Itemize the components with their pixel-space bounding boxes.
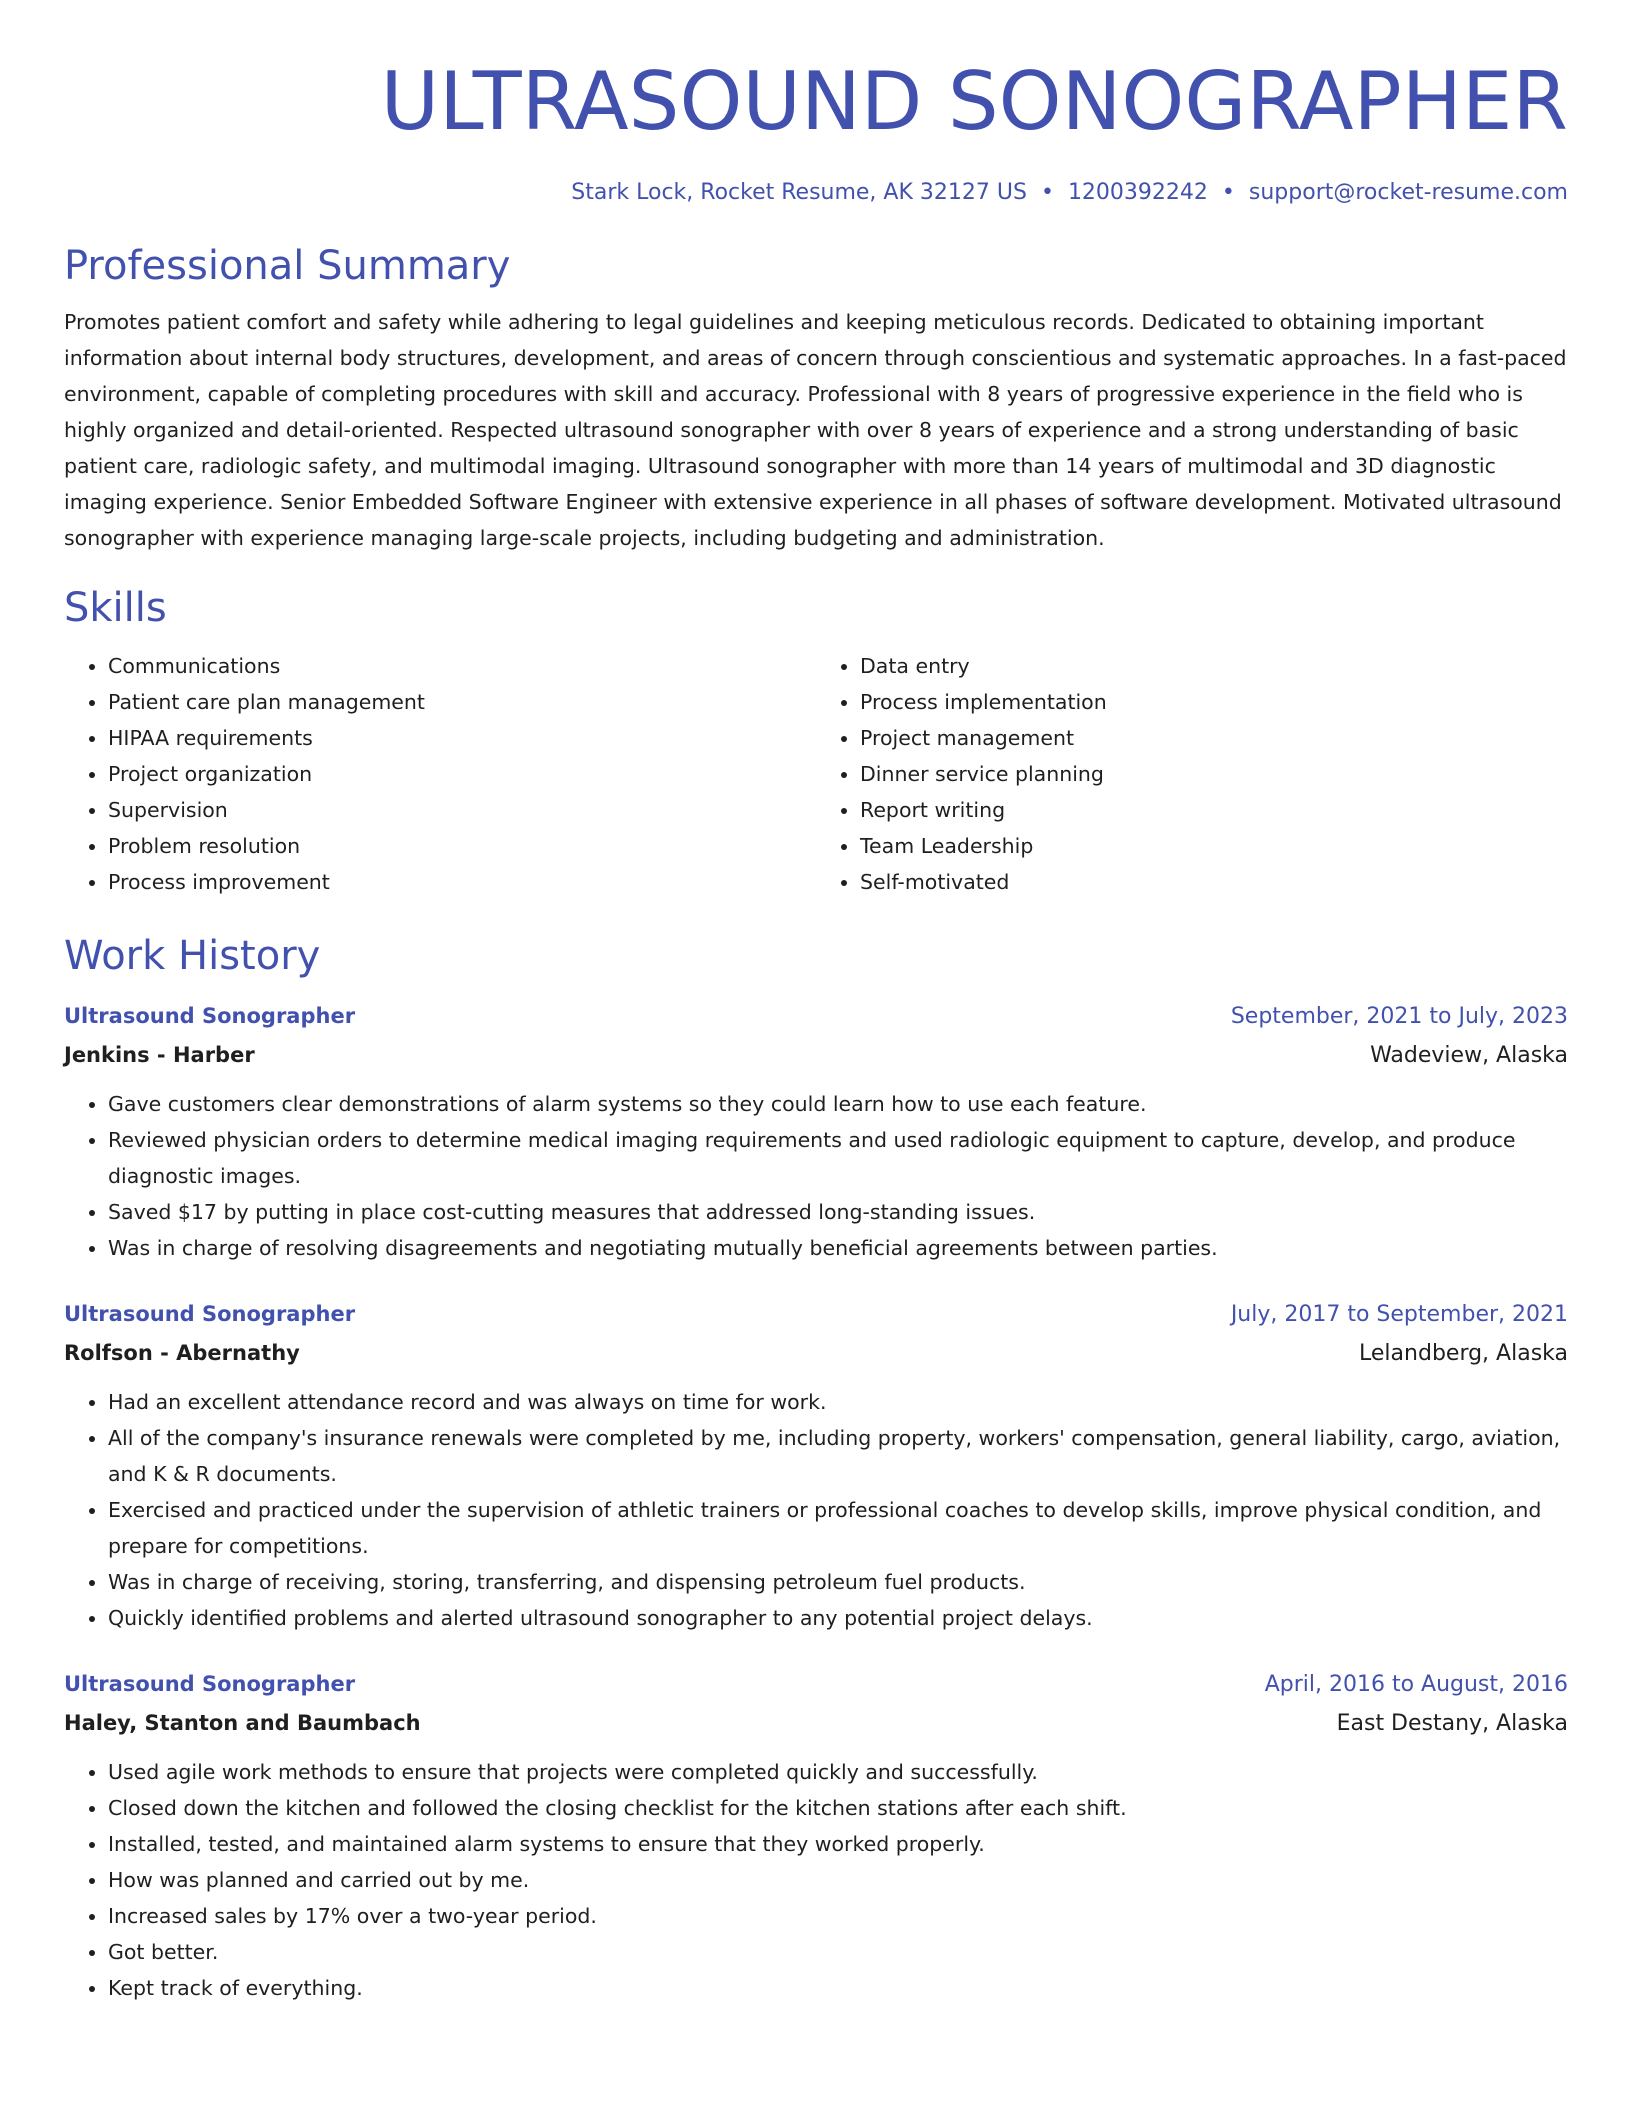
job-location: East Destany, Alaska [1336,1711,1568,1736]
skill-item: • Problem resolution [108,828,816,864]
job-title: Ultrasound Sonographer [64,1302,356,1326]
job-title-row [64,1296,1568,1333]
job-dates: July, 2017 to September, 2021 [1230,1302,1568,1327]
job-bullets [64,1086,1568,1266]
job-entry [64,1296,1568,1636]
summary-heading: Professional Summary [64,243,511,289]
contact-address: Stark Lock, Rocket Resume, AK 32127 US [571,180,1027,205]
job-bullet: • All of the company's insurance renewals were completed by me, including property, workers' compensation, general liability, cargo, aviation, and K & R documents. [108,1420,1568,1492]
job-location: Lelandberg, Alaska [1359,1341,1568,1366]
job-bullet: • Installed, tested, and maintained alarm systems to ensure that they worked properly. [108,1826,1568,1862]
skill-item: • Team Leadership [860,828,1568,864]
resume-title: ULTRASOUND SONOGRAPHER [380,55,1568,148]
job-company: Jenkins - Harber [64,1043,255,1067]
job-company: Haley, Stanton and Baumbach [64,1711,421,1735]
contact-line [64,178,1568,208]
job-bullet: • Quickly identified problems and alerted ultrasound sonographer to any potential project delays. [108,1600,1568,1636]
job-title: Ultrasound Sonographer [64,1672,356,1696]
job-bullet: • How was planned and carried out by me. [108,1862,1568,1898]
skill-item: • Self-motivated [860,864,1568,900]
job-bullet: • Increased sales by 17% over a two-year period. [108,1898,1568,1934]
job-bullet: • Saved $17 by putting in place cost-cutting measures that addressed long-standing issues. [108,1194,1568,1230]
contact-separator: • [1040,180,1054,205]
skill-item: • Patient care plan management [108,684,816,720]
job-company: Rolfson - Abernathy [64,1341,300,1365]
skills-list-right [816,648,1568,900]
contact-phone: 1200392242 [1067,180,1208,205]
job-bullet: • Exercised and practiced under the supervision of athletic trainers or professional coaches to develop skills, improve physical condition, and prepare for competitions. [108,1492,1568,1564]
job-bullet: • Was in charge of resolving disagreements and negotiating mutually beneficial agreements between parties. [108,1230,1568,1266]
contact-separator: • [1221,180,1235,205]
job-bullet: • Reviewed physician orders to determine medical imaging requirements and used radiologic equipment to capture, develop, and produce diagnostic images. [108,1122,1568,1194]
job-bullet: • Gave customers clear demonstrations of alarm systems so they could learn how to use each feature. [108,1086,1568,1122]
skills-list-left [64,648,816,900]
skills-grid [64,648,1568,900]
job-entry [64,998,1568,1266]
job-title: Ultrasound Sonographer [64,1004,356,1028]
skill-item: • Process improvement [108,864,816,900]
skill-item: • Communications [108,648,816,684]
skill-item: • Data entry [860,648,1568,684]
job-bullet: • Closed down the kitchen and followed the closing checklist for the kitchen stations after each shift. [108,1790,1568,1826]
job-entry [64,1666,1568,2006]
work-history-heading: Work History [64,933,321,979]
skill-item: • Project management [860,720,1568,756]
job-dates: September, 2021 to July, 2023 [1230,1004,1568,1029]
job-location: Wadeview, Alaska [1370,1043,1568,1068]
skill-item: • Dinner service planning [860,756,1568,792]
job-bullets [64,1754,1568,2006]
summary-text: Promotes patient comfort and safety while adhering to legal guidelines and keeping meticulous records. Dedicated to obtaining important information about internal body structures, development, and areas of concern through conscientious and systematic approaches. In a fast-paced environment, capable of completing procedures with skill and accuracy. Professional with 8 years of progressive experience in the field who is highly organized and detail-oriented. Respected ultrasound sonographer with over 8 years of experience and a strong understanding of basic patient care, radiologic safety, and multimodal imaging. Ultrasound sonographer with more than 14 years of multimodal and 3D diagnostic imaging experience. Senior Embedded Software Engineer with extensive experience in all phases of software development. Motivated ultrasound sonographer with experience managing large-scale projects, including budgeting and administration. [64,310,1567,550]
job-bullet: • Kept track of everything. [108,1970,1568,2006]
job-bullet: • Used agile work methods to ensure that projects were completed quickly and successfully. [108,1754,1568,1790]
skill-item: • Project organization [108,756,816,792]
skill-item: • HIPAA requirements [108,720,816,756]
job-dates: April, 2016 to August, 2016 [1264,1672,1568,1697]
job-title-row [64,1666,1568,1703]
skills-heading: Skills [64,585,167,631]
skill-item: • Report writing [860,792,1568,828]
job-bullet: • Got better. [108,1934,1568,1970]
skill-item: • Process implementation [860,684,1568,720]
job-bullet: • Was in charge of receiving, storing, transferring, and dispensing petroleum fuel products. [108,1564,1568,1600]
contact-email: support@rocket-resume.com [1248,180,1568,205]
job-company-row [64,1035,1568,1076]
job-company-row [64,1333,1568,1374]
job-title-row [64,998,1568,1035]
skill-item: • Supervision [108,792,816,828]
job-bullets [64,1384,1568,1636]
job-bullet: • Had an excellent attendance record and was always on time for work. [108,1384,1568,1420]
job-company-row [64,1703,1568,1744]
